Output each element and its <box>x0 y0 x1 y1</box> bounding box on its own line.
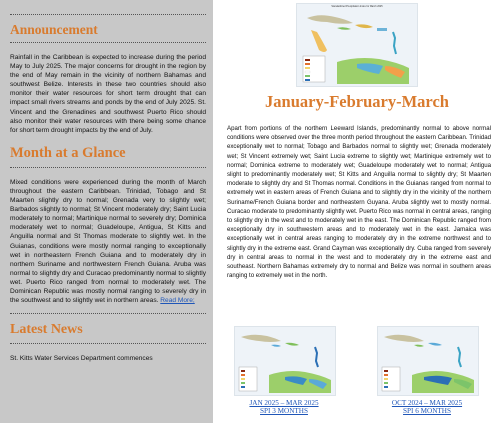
announcement-text: Rainfall in the Caribbean is expected to increase during the period May to July 2025. The major concerns for drought in the region by the end of May remain in the vicinity of northern Bahamas and southwest Belize. Interests in these two countries should also monitor their water resources for short term drought that can impact small rivers streams and ponds by the end of July 2025. St. Vincent and the Grenadines and southwest Puerto Rico should also monitor their water resources with there being some chance for short term drought impacts by the end of July. <box>10 54 206 134</box>
spi-6-month-map[interactable] <box>377 326 479 396</box>
read-more-link[interactable]: Read More; <box>160 297 195 305</box>
month-at-a-glance-text <box>10 178 206 305</box>
section-title: January-February-March <box>265 92 449 111</box>
spi-march-map[interactable] <box>296 3 418 87</box>
map-title: Standardized Precipitation Index for March 2025 <box>331 5 383 8</box>
divider <box>10 14 206 15</box>
spi-6-month-caption[interactable] <box>365 399 489 416</box>
caption-spi-label: SPI 6 MONTHS <box>403 407 451 416</box>
divider <box>10 343 206 344</box>
sidebar <box>0 0 213 423</box>
divider <box>10 42 206 43</box>
section-body: Apart from portions of the northern Leeward Islands, predominantly normal to above normal conditions were observed over the three month period throughout the eastern Caribbean. Trinidad exceptionally wet to normal; Tobago and Barbados normal to slightly wet; Grenada moderately wet; St Vincent extremely wet; Saint Lucia extreme to slightly wet; Martinique extremely wet to normal; Dominica extreme to moderately wet; Guadeloupe moderately wet to normal; Antigua slight to predominantly moderately wet; St Kitts and Anguilla normal to slightly dry; St Maarten moderate to slightly dry and St Thomas normal. Conditions in the Guianas ranged from normal to extremely wet in eastern areas of French Guiana and to slightly dry in the vicinity of the northern Suriname/French Guiana border and northeastern Guyana. Aruba slightly wet to mostly normal. Curacao moderate to predominantly slightly wet. Puerto Rico was normal in central areas, ranging to slightly dry in the west and to moderately wet in the east. The Dominican Republic ranged from exceptionally dry in southwestern areas and to moderately wet in the east. Jamaica was exceptionally wet in central areas ranging to moderately dry in the extreme northwest and to slightly dry in the extreme east. Grand Cayman was exceptionally dry. Cuba ranged from severely dry in central areas to normal in the west and to moderately dry in the extreme east and southeast. Northern Bahamas extremely dry to normal and Belize was normal in southern areas ranging to extremely wet in the north. <box>227 125 491 280</box>
caption-spi-label: SPI 3 MONTHS <box>260 407 308 416</box>
divider <box>10 167 206 168</box>
main-content <box>222 0 492 423</box>
announcement-heading: Announcement <box>10 22 98 37</box>
sidebar-content <box>10 0 206 363</box>
caption-date-range: JAN 2025 – MAR 2025 <box>249 399 319 407</box>
latest-news-heading: Latest News <box>10 322 83 338</box>
spi-3-month-map[interactable] <box>234 326 336 396</box>
caribbean-map-graphic <box>235 327 335 395</box>
caribbean-map-graphic <box>378 327 478 395</box>
spi-3-month-caption[interactable] <box>222 399 346 416</box>
divider <box>10 313 206 314</box>
caribbean-map-graphic <box>297 4 417 86</box>
caption-date-range: OCT 2024 – MAR 2025 <box>391 399 463 407</box>
month-at-a-glance-body: Mixed conditions were experienced during the month of March throughout the eastern Caribbean. Trinidad, Tobago and St Maarten slightly dry to normal; Grenada very to slightly wet; Barbados slightly to normal; St Vincent moderately dry; Saint Lucia moderately to normal; Martinique normal to severely dry; Dominica moderately wet to normal; Guadeloupe, Antigua, St Kitts and Anguilla normal and St Thomas moderate to slightly wet. In the Guianas, conditions were mostly normal ranging to exceptionally wet in northeastern French Guiana and to moderately dry in northern Suriname and northwestern French Guiana. Aruba was normal to slightly dry and Curacao predominantly normal to slightly wet. Puerto Rico ranged from normal to moderately wet. The Dominican Republic was mostly normal ranging to severely dry in the southwest and to slightly wet in northern areas. <box>10 178 206 305</box>
month-at-a-glance-heading: Month at a Glance <box>10 144 126 161</box>
latest-news-snippet: St. Kitts Water Services Department commences <box>10 355 153 363</box>
